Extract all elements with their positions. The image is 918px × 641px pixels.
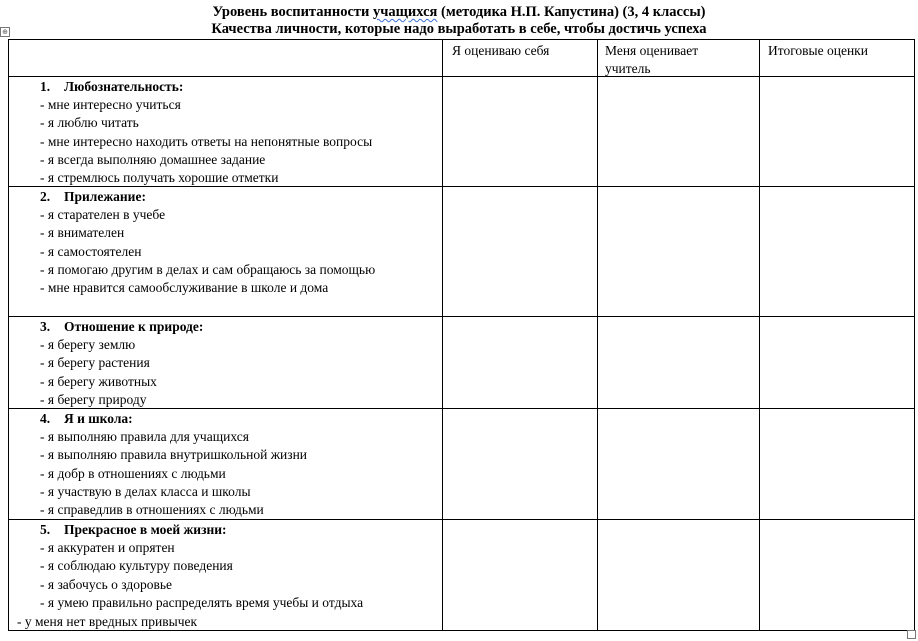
column-divider — [442, 39, 443, 631]
header-teacher-rating: Меня оценивает учитель — [605, 43, 699, 76]
list-item: - мне интересно учиться — [40, 97, 181, 113]
list-item: - я берегу животных — [40, 373, 157, 389]
group-title: Любознательность: — [64, 79, 184, 94]
table-border-left — [8, 39, 9, 631]
list-item: - я добр в отношениях с людьми — [40, 465, 226, 481]
list-item: - я берегу природу — [40, 391, 147, 407]
quality-group-3 — [40, 318, 203, 409]
list-item: - я всегда выполняю домашнее задание — [40, 151, 266, 167]
list-item: - я помогаю другим в делах и сам обращаюсь за помощью — [40, 261, 376, 277]
table-move-handle-icon[interactable]: ⊕ — [0, 27, 10, 37]
list-item: - я справедлив в отношениях с людьми — [40, 502, 264, 518]
list-item: - я стремлюсь получать хорошие отметки — [40, 170, 279, 186]
spellcheck-underlined-word: учащихся — [372, 4, 438, 20]
group-number: 5. — [40, 522, 51, 537]
group-title: Прилежание: — [64, 189, 146, 204]
list-item: - я старателен в учебе — [40, 207, 166, 223]
group-heading — [40, 410, 307, 428]
quality-group-1 — [40, 78, 372, 187]
quality-group-2 — [40, 188, 400, 297]
list-item: - я самостоятелен — [40, 243, 142, 259]
header-self-rating: Я оцениваю себя — [452, 43, 550, 58]
group-number: 2. — [40, 189, 51, 204]
list-item: - я люблю читать — [40, 115, 139, 131]
title-text-rest: (методика Н.П. Капустина) (3, 4 классы) — [437, 4, 706, 20]
list-item: - мне нравится самообслуживание в школе и дома — [40, 280, 329, 296]
quality-group-4 — [40, 410, 307, 519]
document-subtitle: Качества личности, которые надо выработать в себе, чтобы достичь успеха — [211, 21, 707, 37]
document-title — [0, 4, 918, 20]
list-item: - я соблюдаю культуру поведения — [40, 558, 233, 574]
list-item: - я выполняю правила внутришкольной жизни — [40, 447, 308, 463]
list-item: - я забочусь о здоровье — [40, 576, 172, 592]
table-resize-handle-icon[interactable] — [907, 630, 916, 639]
group-number: 3. — [40, 319, 51, 334]
list-item: - я выполняю правила для учащихся — [40, 429, 249, 445]
group-heading — [40, 78, 372, 96]
column-divider — [597, 39, 598, 631]
title-text: Уровень воспитанности — [212, 4, 373, 20]
table-border-top — [8, 39, 914, 40]
group-heading — [40, 318, 203, 336]
list-item: - я аккуратен и опрятен — [40, 540, 175, 556]
list-item: - я берегу землю — [40, 337, 136, 353]
quality-group-5 — [40, 521, 363, 612]
list-item: - я умею правильно распределять время учебы и отдыха — [40, 594, 364, 610]
row-divider — [8, 316, 914, 317]
column-divider — [759, 39, 760, 631]
group-title: Отношение к природе: — [64, 319, 204, 334]
group-heading — [40, 521, 363, 539]
group-number: 4. — [40, 411, 51, 426]
group-title: Прекрасное в моей жизни: — [64, 522, 227, 537]
group-heading — [40, 188, 400, 206]
header-final-rating: Итоговые оценки — [768, 43, 868, 58]
row-divider — [8, 76, 914, 77]
group-title: Я и школа: — [64, 411, 133, 426]
list-item: - я берегу растения — [40, 355, 150, 371]
list-item-trailing: - у меня нет вредных привычек — [17, 614, 198, 629]
list-item: - я внимателен — [40, 225, 125, 241]
list-item: - я участвую в делах класса и школы — [40, 483, 251, 499]
table-border-right — [914, 39, 915, 631]
group-number: 1. — [40, 79, 51, 94]
list-item: - мне интересно находить ответы на непонятные вопросы — [40, 133, 373, 149]
